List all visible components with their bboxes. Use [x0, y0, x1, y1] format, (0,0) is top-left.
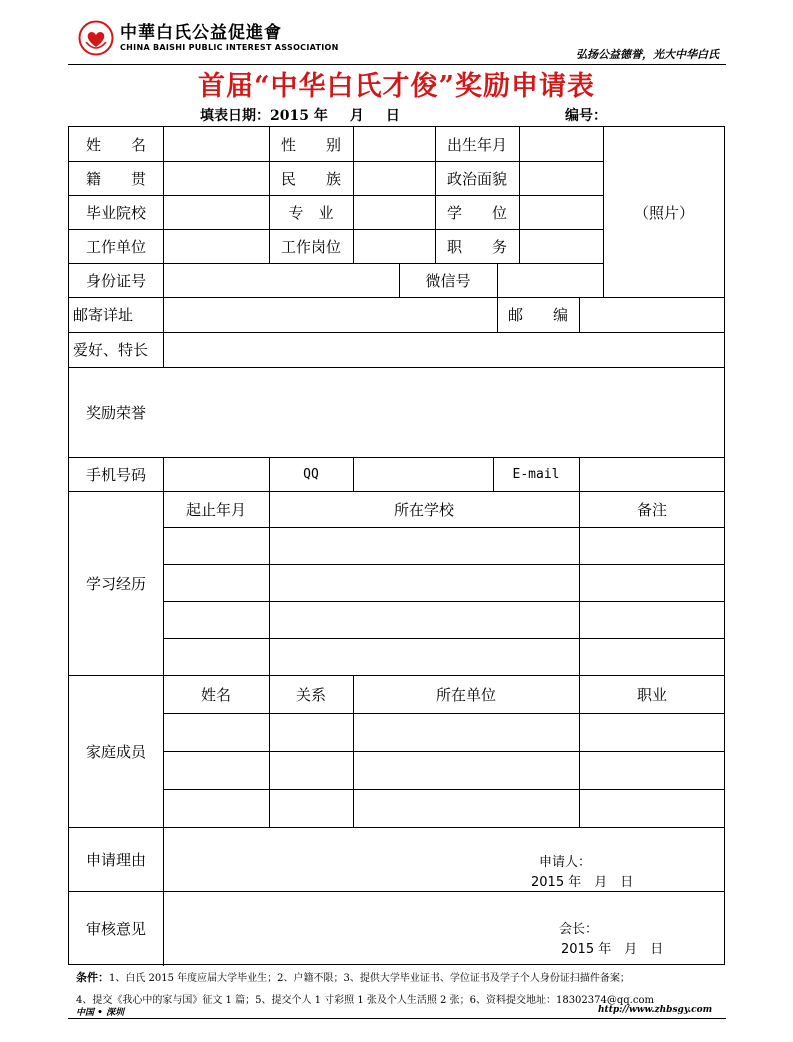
postcode-label: 邮 编 [507, 306, 568, 324]
email-label: E-mail [512, 466, 560, 482]
study-section-label: 学习经历 [85, 574, 146, 593]
footer-website-link[interactable]: http://www.zhbsgy.com [598, 1005, 713, 1015]
family-row[interactable] [163, 751, 725, 789]
native-place-field[interactable] [163, 161, 269, 195]
school-label: 毕业院校 [85, 203, 146, 222]
president-date: 2015 年 月 日 [561, 942, 664, 957]
address-label: 邮寄详址 [73, 306, 134, 324]
photo-box[interactable]: （照片） [633, 203, 694, 222]
id-card-label: 身份证号 [85, 271, 146, 290]
study-row[interactable] [163, 601, 725, 638]
footer-divider [68, 1018, 726, 1019]
family-header-unit: 所在单位 [435, 685, 496, 704]
political-label: 政治面貌 [446, 169, 507, 188]
fill-date-month: 月 [349, 108, 364, 124]
hands-heart-logo-icon [78, 20, 114, 56]
study-row[interactable] [163, 564, 725, 601]
conditions-line-1 [76, 967, 736, 990]
political-field[interactable] [519, 161, 603, 195]
school-field[interactable] [163, 195, 269, 229]
reason-field[interactable] [163, 827, 725, 891]
president-signature-label: 会长： [559, 922, 599, 937]
work-post-label: 工作岗位 [280, 237, 341, 256]
major-label: 专 业 [288, 203, 334, 222]
work-unit-label: 工作单位 [85, 237, 146, 256]
birth-field[interactable] [519, 127, 603, 161]
family-header-name: 姓名 [200, 685, 231, 704]
review-label: 审核意见 [85, 919, 146, 938]
application-form [68, 126, 725, 965]
degree-field[interactable] [519, 195, 603, 229]
name-label: 姓 名 [85, 135, 146, 154]
conditions-text-1: 1、白氏 2015 年度应届大学毕业生；2、户籍不限；3、提供大学毕业证书、学位证书及学子个人身份证扫描件备案； [109, 973, 630, 984]
major-field[interactable] [353, 195, 435, 229]
mobile-field[interactable] [163, 457, 269, 491]
conditions-label: 条件： [76, 971, 109, 984]
family-section-label: 家庭成员 [85, 742, 146, 761]
gender-field[interactable] [353, 127, 435, 161]
footer-location: 中国 • 深圳 [76, 1008, 125, 1018]
study-row[interactable] [163, 638, 725, 675]
fill-date-label: 填表日期：2015 年 [200, 108, 328, 124]
native-place-label: 籍 贯 [85, 169, 146, 188]
hobbies-label: 爱好、特长 [73, 341, 149, 359]
reason-label: 申请理由 [85, 850, 146, 869]
work-unit-field[interactable] [163, 229, 269, 263]
ethnicity-label: 民 族 [280, 169, 341, 188]
address-field[interactable] [163, 297, 497, 332]
id-card-field[interactable] [163, 263, 399, 297]
study-header-remark: 备注 [636, 500, 667, 519]
study-header-period: 起止年月 [185, 500, 246, 519]
fill-date-day: 日 [385, 108, 400, 124]
qq-label: QQ [303, 466, 319, 482]
serial-number-label: 编号： [565, 108, 607, 124]
awards-label: 奖励荣誉 [85, 403, 146, 422]
wechat-field[interactable] [497, 263, 603, 297]
organization-motto: 弘扬公益德誉，光大中华白氏 [576, 48, 719, 61]
position-field[interactable] [519, 229, 603, 263]
study-row[interactable] [163, 527, 725, 564]
gender-label: 性 别 [280, 135, 341, 154]
birth-label: 出生年月 [446, 135, 507, 154]
work-post-field[interactable] [353, 229, 435, 263]
ethnicity-field[interactable] [353, 161, 435, 195]
organization-name-en: CHINA BAISHI PUBLIC INTEREST ASSOCIATION [120, 43, 339, 52]
degree-label: 学 位 [446, 203, 507, 222]
family-header-occupation: 职业 [636, 685, 667, 704]
organization-name-cn: 中華白氏公益促進會 [120, 23, 282, 43]
qq-field[interactable] [353, 457, 493, 491]
email-field[interactable] [579, 457, 725, 491]
hobbies-field[interactable] [163, 332, 725, 367]
applicant-date: 2015 年 月 日 [531, 875, 634, 890]
study-header-school: 所在学校 [393, 500, 454, 519]
family-row[interactable] [163, 789, 725, 827]
mobile-label: 手机号码 [85, 465, 146, 484]
family-row[interactable] [163, 713, 725, 751]
page-title: 首届“中华白氏才俊”奖励申请表 [197, 71, 596, 102]
position-label: 职 务 [446, 237, 507, 256]
postcode-field[interactable] [579, 297, 725, 332]
awards-field[interactable] [163, 367, 725, 457]
conditions-text-2: 4、提交《我心中的家与国》征文 1 篇；5、提交个人 1 寸彩照 1 张及个人生活照 2 张；6、资料提交地址：18302374@qq.com [76, 995, 654, 1006]
name-field[interactable] [163, 127, 269, 161]
family-header-relation: 关系 [295, 685, 326, 704]
fill-date [200, 105, 422, 125]
wechat-label: 微信号 [425, 271, 471, 290]
applicant-signature-label: 申请人： [539, 855, 592, 870]
